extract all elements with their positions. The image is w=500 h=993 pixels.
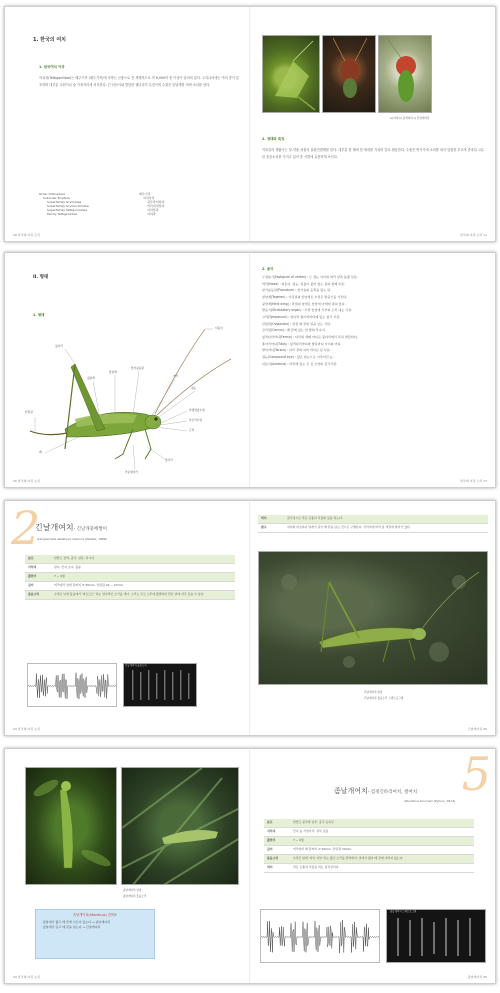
info-key: 출현기 xyxy=(267,837,276,842)
page-footer-right: 좀날개여치 35 xyxy=(467,974,487,979)
grasshopper-diagram xyxy=(5,319,251,479)
info-key: 울음소리 xyxy=(267,855,279,860)
info-key: 울음소리 xyxy=(28,591,40,596)
photo-caption-2: 좀날개여치 울음소리 xyxy=(123,895,147,898)
photo-caption: 좀날개여치 암컷 xyxy=(123,889,142,892)
species-info-table xyxy=(25,555,235,600)
info-key: 분포 xyxy=(28,556,34,560)
info-row xyxy=(25,555,235,564)
info-row xyxy=(264,819,474,828)
label-head: 머리 xyxy=(173,374,179,378)
page-footer-right: 한국의 여치 소리 11 xyxy=(460,232,487,237)
info-row xyxy=(264,846,474,855)
info-value: 한반도 중부와 남부, 중국 동북부 xyxy=(293,820,334,824)
waveform-chart xyxy=(260,909,380,963)
info-key: 먹이 xyxy=(261,516,267,520)
spread-3-right-page xyxy=(250,501,495,735)
label-pronotum: 앞가슴등판 xyxy=(131,366,144,370)
info-value: 수컷은 밤에 '지잇 지잇' 하는 짧은 소리를 반복한다. 날개가 짧아 배 끝에 미치지 않는다. xyxy=(293,855,404,860)
term-entry: 앞가슴등판(Pronotum) : 앞가슴의 등쪽을 덮는 판. xyxy=(262,288,332,293)
subsection-title: 1. 한국여치 아과 xyxy=(39,65,65,69)
classification-item: Superfamily Grylloidea xyxy=(47,200,82,205)
info-key: 먹이 xyxy=(267,864,273,869)
classification-item-ko: 메뚜기목 xyxy=(139,192,151,196)
species-title xyxy=(35,523,107,534)
spread-2-left-page xyxy=(5,253,250,487)
term-entry: 더듬이(Antenna) : 머리에 있는 긴 실 모양의 감각기관. xyxy=(262,361,338,366)
species-info-table xyxy=(264,819,474,873)
intro-paragraph: 여치과(Tettigoniidae)는 메뚜기목 (메뚜기목)에 속하는 곤충으로 전 세계적으로 약 6,000여 종 이상이 알려져 있다. 우리나라에는 여러 종이 분포하며 대부분 초원이나 숲 가장자리에 서식한다. 긴 더듬이와 발달한 뒷다리가 특징이며 수컷은 앞날개를 비벼 소리를 낸다. xyxy=(39,76,239,87)
label-middle-leg: 가운뎃다리 xyxy=(125,470,138,474)
spectrogram-label: 긴날개여치 울음소리 xyxy=(125,664,147,667)
label-maxillary-palp: 작은턱수염 xyxy=(189,418,202,422)
page-footer-left: 34 한국의 여치 소리 xyxy=(13,974,40,979)
info-value: 잡식성으로 작은 곤충과 식물의 잎을 먹는다. xyxy=(287,516,343,520)
term-entry: 앞날개(Tegmen) : 가죽질의 앞날개로 수컷은 발음기를 가진다. xyxy=(262,295,348,300)
classification-item: Superfamily Gryllacridoidea xyxy=(47,204,89,209)
key-item: · 앞날개가 길고 배 끝을 넘는다 → 긴날개여치 xyxy=(41,925,101,930)
waveform-chart xyxy=(27,663,117,707)
label-ovipositor: 산란관 xyxy=(25,410,33,414)
species-title xyxy=(334,787,417,796)
info-key: 서식지 xyxy=(267,828,276,833)
term-entry: 뒷날개(Hind wing) : 막질의 날개로 앞날개 아래에 접혀 있다. xyxy=(262,301,346,306)
info-value: 수컷은 낮에 풀숲에서 '찌르르르' 하는 연속적인 소리를 낸다. 소리는 주로 오후에 활발하며 맑은 날에 자주 들을 수 있다. xyxy=(54,591,205,596)
section-title: 1. 한국의 여치 xyxy=(33,37,67,43)
info-value: 여치와 비슷하나 날개가 길어 배 끝을 넘는 것으로 구별된다. 서식지에 따라 몸 색깔에 변이가 있다. xyxy=(287,524,411,529)
label-hindwing: 뒷날개 xyxy=(87,376,95,380)
info-key: 길이 xyxy=(28,582,34,587)
spread-2 xyxy=(4,252,496,488)
classification-item-ko: 여치상과 xyxy=(147,208,159,213)
label-abdomen: 배 xyxy=(39,450,42,454)
info-row xyxy=(258,524,488,533)
info-row xyxy=(258,515,488,524)
right-paragraph: 여치류의 생활사는 알-약충-성충의 불완전변태를 한다. 대부분 한 해에 한 세대를 거치며 알로 월동한다. 수컷은 번식기에 소리를 내어 암컷을 부르며 종마다 고유한 울음소리를 가지고 있어 종 식별에 유용하게 쓰인다. xyxy=(262,148,484,159)
grasshopper-photo-a xyxy=(262,35,320,113)
classification-item-ko: 여치과 xyxy=(147,212,156,217)
classification-item-ko: 어리여치상과 xyxy=(147,204,165,209)
waveform-line xyxy=(261,920,380,953)
spread-1-right-page xyxy=(250,7,495,241)
info-row xyxy=(25,564,235,573)
info-key: 분포 xyxy=(267,820,273,824)
info-row xyxy=(25,591,235,600)
info-row xyxy=(25,582,235,591)
spread-3 xyxy=(4,500,496,736)
term-entry: 고막(Tympanum) : 앞다리 종아리마디에 있는 청각 기관. xyxy=(262,315,341,320)
scientific-name: Atlanticus brunneri (Pylnov, 1914) xyxy=(404,799,456,803)
spread-3-left-page xyxy=(5,501,250,735)
term-entry: 겹눈(Compound eye) : 많은 낱눈으로 이루어진 눈. xyxy=(262,355,334,360)
species-notes-table xyxy=(258,515,488,533)
photo-caption: a) 여치 b) 갈색여치 c) 긴날개여치 xyxy=(390,117,430,120)
photo-caption-2: 긴날개여치 울음소리 스펙트로그램 xyxy=(364,697,404,700)
page-footer-left: 24 한국의 여치 소리 xyxy=(13,726,40,731)
info-value: 머리에서 배 끝까지 ♂ 20mm, 산란관 20mm xyxy=(293,846,352,851)
term-entry: 산란관(Ovipositor) : 암컷 배 끝의 알을 낳는 기관. xyxy=(262,321,331,326)
species-number: 5 xyxy=(461,748,491,801)
info-row xyxy=(264,864,474,873)
box-title: 좀날개여치(Atlanticus) 검색표 xyxy=(73,913,117,917)
grasshopper-photo-b xyxy=(322,35,376,113)
label-mandible: 큰턱 xyxy=(189,428,195,432)
spread-4-right-page xyxy=(250,749,495,983)
spread-4-left-page xyxy=(5,749,250,983)
info-row xyxy=(264,828,474,837)
info-row xyxy=(25,573,235,582)
term-entry: 두정돌기(Fastigium of vertex) : 두 겹눈 사이의 머리 앞쪽 돌출 부분. xyxy=(262,275,358,279)
classification-item: Superfamily Tettigonioidea xyxy=(47,208,88,213)
term-entry: 종아리마디(Tibia) : 넓적다리마디와 발목마디 사이의 마디. xyxy=(262,341,342,346)
page-footer-right: 긴날개여치 25 xyxy=(467,726,487,731)
classification-item: Order Orthoptera xyxy=(39,192,65,196)
spread-2-right-page xyxy=(250,253,495,487)
label-labial-palp: 아랫입술수염 xyxy=(189,408,205,412)
key-item: · 앞날개가 짧고 배 끝에 이르지 않는다 → 좀날개여치 xyxy=(41,920,111,925)
term-entry: 꼬리털(Cercus) : 배 끝에 있는 한 쌍의 부속지. xyxy=(262,328,326,333)
scientific-name: Gampsocleis sedakovii obscura (Walker, 1869) xyxy=(37,537,107,541)
spectrogram-label: 좀날개여치 스펙트로그램 xyxy=(390,910,417,913)
info-row xyxy=(264,837,474,846)
right-subsection-title: 2. 생태와 특징 xyxy=(262,137,285,141)
page-footer-right: 한국의 여치 소리 17 xyxy=(460,478,487,483)
info-value: 7 ~ 9월 xyxy=(293,837,304,842)
species-name: 좀날개여치 xyxy=(334,787,368,795)
spread-1-left-page xyxy=(5,7,250,241)
grasshopper-grass-photo xyxy=(121,767,239,885)
species-number: 2 xyxy=(11,501,41,555)
info-value: 산지 숲 가장자리, 관목 덤불 xyxy=(293,828,329,833)
photo-caption: 긴날개여치 암컷 xyxy=(364,691,383,694)
term-entry: 넓적다리마디(Femur) : 다리의 셋째 마디로 뒷다리에서 특히 발달한다. xyxy=(262,335,358,340)
classification-list xyxy=(39,192,239,216)
grasshopper-leaf-photo xyxy=(25,767,117,885)
species-alt-name: - 검정긴바리여치, 썰여치 xyxy=(367,790,418,795)
waveform-line xyxy=(28,673,117,699)
info-value: 7 ~ 9월 xyxy=(54,573,65,578)
info-key: 출현기 xyxy=(28,573,37,578)
grasshopper-field-photo xyxy=(258,551,488,685)
spectrogram-chart xyxy=(123,663,197,707)
terms-list xyxy=(262,275,486,368)
info-value: 한반도 전역, 중국, 일본, 러시아 xyxy=(54,556,94,560)
identification-box xyxy=(35,909,155,959)
species-name: 긴날개여치 xyxy=(35,523,74,532)
info-key: 서식지 xyxy=(28,564,37,569)
term-entry: 발음기(Stridulatory organ) : 수컷 앞날개 기부의 소리 내는 기관. xyxy=(262,308,353,313)
classification-item-ko: 여치아목 xyxy=(143,196,155,201)
subsection-title: 1. 형태 xyxy=(33,313,45,317)
grasshopper-photo-c xyxy=(378,35,432,113)
label-antenna: 더듬이 xyxy=(215,326,223,330)
page-footer-left: 16 한국의 여치 소리 xyxy=(13,478,40,483)
page-footer-left: 10 한국의 여치 소리 xyxy=(13,232,40,237)
classification-item-ko: 귀뚜라미상과 xyxy=(147,200,165,205)
term-entry: 머리(Head) : 더듬이, 겹눈, 입틀이 붙어 있는 몸의 첫째 부분. xyxy=(262,281,346,286)
info-key: 참고 xyxy=(261,524,267,529)
species-alt-name: - 긴날개중베짱이 xyxy=(73,527,108,532)
label-compound-eye: 겹눈 xyxy=(191,386,197,390)
spread-4 xyxy=(4,748,496,984)
info-value: 작은 곤충과 식물을 먹는 잡식성이다. xyxy=(293,864,340,869)
label-forewing: 앞날개 xyxy=(109,370,117,374)
info-row xyxy=(264,855,474,864)
info-value: 평지, 산지 초지, 풀숲 xyxy=(54,564,81,569)
spectrogram-chart xyxy=(386,909,486,963)
label-fore-leg: 앞다리 xyxy=(165,458,173,462)
classification-item: Family Tettigoniidae xyxy=(47,212,77,217)
label-hind-leg: 뒷다리 xyxy=(55,344,63,348)
classification-item: Suborder Ensifera xyxy=(43,196,70,201)
section-title: II. 형태 xyxy=(33,275,49,280)
right-subsection-title: 2. 용어 xyxy=(262,267,274,271)
term-entry: 발목마디(Tarsus) : 다리 끝의 여러 마디로 된 부분. xyxy=(262,348,331,353)
spread-1 xyxy=(4,6,496,242)
info-value: 머리에서 날개 끝까지 ♂ 30mm, 산란관 22 ~ 27mm xyxy=(54,582,124,587)
info-key: 길이 xyxy=(267,846,273,851)
